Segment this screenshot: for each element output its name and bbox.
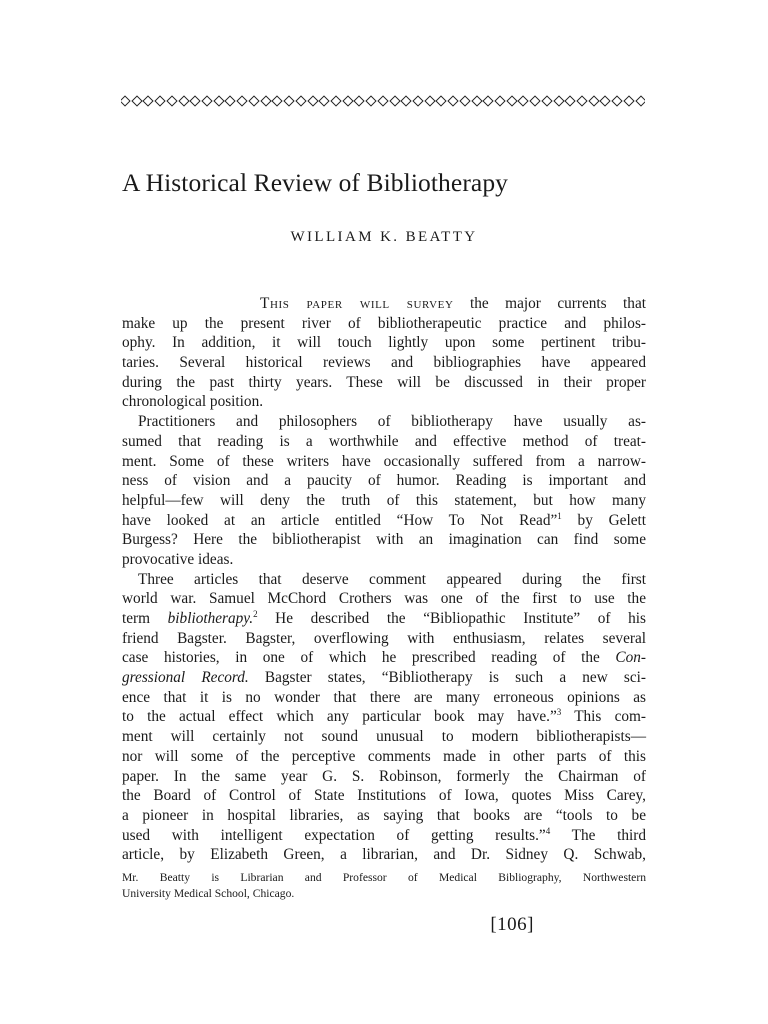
text-span: the major currents that [453, 295, 646, 312]
body-text-line [122, 333, 646, 353]
body-text-line [122, 727, 646, 747]
diamond-ornament-icon [553, 95, 564, 106]
body-text-line [122, 589, 646, 609]
body-text-line [122, 629, 646, 649]
text-span: provocative ideas. [122, 550, 234, 568]
diamond-ornament-icon [354, 95, 365, 106]
diamond-ornament-icon [424, 95, 435, 106]
body-text-line [122, 314, 646, 334]
italic-text: Con- [615, 649, 646, 667]
text-span: sumed that reading is a worthwhile and effective method of treat- [122, 432, 646, 450]
diamond-ornament-icon [365, 95, 376, 106]
page-number: [106] [490, 914, 534, 935]
diamond-ornament-icon [576, 95, 587, 106]
italic-text: gressional Record. [122, 669, 249, 687]
decorative-ornament-rule [121, 94, 645, 108]
diamond-ornament-icon [213, 95, 224, 106]
footnote-reference: 4 [545, 825, 551, 836]
diamond-ornament-icon [389, 95, 400, 106]
text-span: make up the present river of bibliotherapeutic practice and philos- [122, 314, 646, 332]
text-span: used with intelligent expectation of getting results.” [122, 826, 546, 844]
diamond-ornament-icon [248, 95, 259, 106]
diamond-ornament-icon [588, 95, 599, 106]
text-span: taries. Several historical reviews and bibliographies have appeared [122, 354, 646, 372]
diamond-ornament-icon [483, 95, 494, 106]
small-caps-lead-in: This paper will survey [260, 295, 454, 312]
body-text-line [122, 550, 646, 570]
body-text-line [122, 432, 646, 452]
body-text-line [122, 826, 646, 846]
footnote-reference: 1 [557, 510, 562, 521]
diamond-ornament-icon [201, 95, 212, 106]
text-span: Mr. Beatty is Librarian and Professor of Medical Bibliography, Northwestern [122, 871, 646, 884]
footnote-text-line [122, 870, 646, 886]
diamond-ornament-icon [377, 95, 388, 106]
text-span: chronological position. [122, 393, 264, 411]
text-span: article, by Elizabeth Green, a librarian, and Dr. Sidney Q. Schwab, [122, 846, 646, 864]
diamond-ornament-icon [565, 95, 576, 106]
body-text-line [122, 668, 646, 688]
diamond-ornament-icon [471, 95, 482, 106]
text-span: ence that it is no wonder that there are many erroneous opinions as [122, 688, 646, 706]
diamond-ornament-icon [494, 95, 505, 106]
diamond-ornament-icon [225, 95, 236, 106]
text-span: ophy. In addition, it will touch lightly upon some pertinent tribu- [122, 334, 646, 352]
diamond-ornament-icon [131, 95, 142, 106]
text-span: This com- [561, 708, 646, 726]
text-span: term [122, 610, 168, 627]
article-author: WILLIAM K. BEATTY [290, 229, 478, 245]
diamond-ornament-icon [307, 95, 318, 106]
diamond-ornament-icon [623, 95, 634, 106]
text-span: friend Bagster. Bagster, overflowing with enthusiasm, relates several [122, 629, 646, 647]
diamond-ornament-icon [459, 95, 470, 106]
text-span: have looked at an article entitled “How To Not Read” [122, 511, 558, 529]
body-text-line [122, 412, 646, 432]
article-body [122, 294, 646, 865]
text-span: paper. In the same year G. S. Robinson, formerly the Chairman of [122, 767, 646, 785]
body-text-line [122, 648, 646, 668]
text-span: Three articles that deserve comment appeared during the first [138, 570, 646, 588]
text-span: He described the “Bibliopathic Institute” of his [257, 610, 646, 627]
text-span: ment will certainly not sound unusual to modern bibliotherapists— [122, 728, 646, 746]
diamond-ornament-icon [541, 95, 552, 106]
body-text-line [122, 845, 646, 865]
body-text-line [122, 688, 646, 708]
diamond-ornament-icon [237, 95, 248, 106]
body-text-line [122, 767, 646, 787]
italic-text: bibliotherapy. [167, 610, 254, 627]
diamond-ornament-icon [154, 95, 165, 106]
body-text-line [122, 452, 646, 472]
body-text-line [122, 353, 646, 373]
diamond-ornament-icon [635, 95, 645, 106]
author-footnote [122, 870, 646, 901]
body-text-line [122, 392, 646, 412]
diamond-ornament-icon [412, 95, 423, 106]
diamond-ornament-icon [260, 95, 271, 106]
text-span: The third [550, 826, 647, 844]
text-span: a pioneer in hospital libraries, as saying that books are “tools to be [122, 806, 646, 824]
diamond-ornament-icon [506, 95, 517, 106]
body-text-line [122, 530, 646, 550]
diamond-ornament-icon [272, 95, 283, 106]
diamond-ornament-icon [166, 95, 177, 106]
text-span: helpful—few will deny the truth of this statement, but how many [122, 491, 646, 509]
text-span: nor will some of the perceptive comments made in other parts of this [122, 747, 646, 765]
diamond-ornament-icon [529, 95, 540, 106]
footnote-reference: 2 [253, 609, 258, 619]
text-span: Burgess? Here the bibliotherapist with an imagination can find some [122, 531, 646, 549]
body-text-line [122, 570, 646, 590]
diamond-ornament-icon [436, 95, 447, 106]
body-text-line [122, 707, 646, 727]
text-span: world war. Samuel McChord Crothers was one of the first to use the [122, 590, 646, 608]
body-text-line [122, 747, 646, 767]
body-text-line [122, 786, 646, 806]
article-title: A Historical Review of Bibliotherapy [122, 168, 509, 197]
body-text-line [122, 373, 646, 393]
diamond-ornament-icon [330, 95, 341, 106]
body-text-line [122, 294, 646, 314]
diamond-ornament-icon [121, 95, 131, 106]
body-text-line [122, 471, 646, 491]
diamond-ornament-icon [283, 95, 294, 106]
diamond-ornament-icon [190, 95, 201, 106]
diamond-ornament-icon [295, 95, 306, 106]
diamond-ornament-icon [612, 95, 623, 106]
text-span: Bagster states, “Bibliotherapy is such a new sci- [248, 669, 647, 687]
diamond-ornament-icon [143, 95, 154, 106]
diamond-ornament-icon [319, 95, 330, 106]
text-span: ment. Some of these writers have occasionally suffered from a narrow- [122, 452, 646, 470]
text-span: the Board of Control of State Institutions of Iowa, quotes Miss Carey, [122, 787, 646, 805]
footnote-text-line [122, 886, 646, 902]
text-span: to the actual effect which any particular book may have.” [122, 708, 557, 726]
diamond-ornament-icon [518, 95, 529, 106]
diamond-ornament-icon [178, 95, 189, 106]
text-span: case histories, in one of which he prescribed reading of the [122, 649, 616, 667]
diamond-ornament-icon [401, 95, 412, 106]
body-text-line [122, 491, 646, 511]
diamond-ornament-icon [600, 95, 611, 106]
diamond-ornament-icon [342, 95, 353, 106]
body-text-line [122, 609, 646, 629]
body-text-line [122, 806, 646, 826]
text-span: ness of vision and a paucity of humor. Reading is important and [122, 472, 646, 490]
body-text-line [122, 511, 646, 531]
text-span: Practitioners and philosophers of bibliotherapy have usually as- [138, 413, 646, 431]
text-span: by Gelett [561, 511, 646, 529]
text-span: during the past thirty years. These will be discussed in their proper [122, 373, 646, 391]
text-span: University Medical School, Chicago. [122, 886, 295, 900]
diamond-ornament-icon [447, 95, 458, 106]
footnote-reference: 3 [556, 707, 562, 718]
